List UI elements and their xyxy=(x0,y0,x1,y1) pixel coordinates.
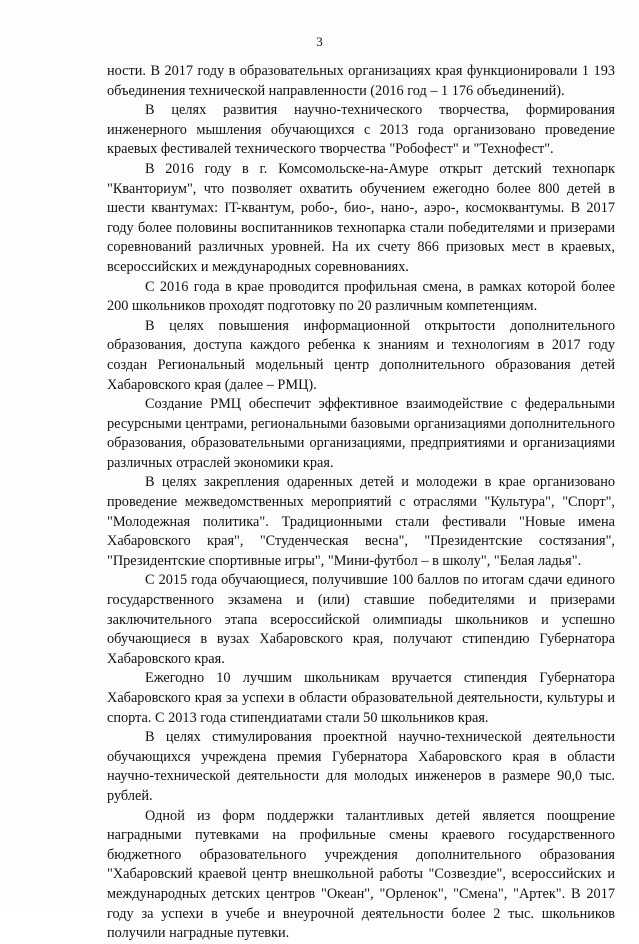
paragraph-profile-shift: С 2016 года в крае проводится профильная смена, в рамках которой более 200 школьников проходят подготовку по 20 различным компетенциям. xyxy=(107,278,615,315)
paragraph-technical-creativity: В целях развития научно-технического творчества, формирования инженерного мышления обучающихся с 2013 года организовано проведение краевых фестивалей технического творчества "Робофест" и "Технофест". xyxy=(107,102,615,158)
paragraph-governor-scholarship-exam: С 2015 года обучающиеся, получившие 100 баллов по итогам сдачи единого государственного экзамена и (или) ставшие победителями и призерами заключительного этапа всероссийской олимпиады школьников и успешно обучающиеся в вузах Хабаровского края, получают стипендию Губернатора Хабаровского края. xyxy=(107,572,615,667)
paragraph-rmc-interaction: Создание РМЦ обеспечит эффективное взаимодействие с федеральными ресурсными центрами, региональными базовыми организациями дополнительного образования, образовательными организациями, предприятиями и организациями различных отраслей экономики края. xyxy=(107,396,615,471)
paragraph-reward-vouchers: Одной из форм поддержки талантливых детей является поощрение наградными путевками на профильные смены краевого государственного бюджетного образовательного учреждения дополнительного образования "Хабаровский краевой центр внешкольной работы "Созвездие", всероссийских и международных детских центров "Океан", "Орленок", "Смена", "Артек". В 2017 году за успехи в учебе и внеурочной деятельности более 2 тыс. школьников получили наградные путевки. xyxy=(107,807,615,942)
document-body xyxy=(107,62,615,944)
paragraph-governor-prize-engineers: В целях стимулирования проектной научно-технической деятельности обучающихся учреждена премия Губернатора Хабаровского края в области научно-технической деятельности для молодых инженеров в размере 90,0 тыс. рублей. xyxy=(107,729,615,804)
paragraph-technopark-kvantorium: В 2016 году в г. Комсомольске-на-Амуре открыт детский технопарк "Кванториум", что позволяет охватить обучением ежегодно более 800 детей в шести квантумах: IT-квантум, робо-, био-, нано-, аэро-, космоквантумы. В 2017 году более половины воспитанников технопарка стали победителями и призерами соревнований различных уровней. На их счету 866 призовых мест в краевых, всероссийских и международных соревнованиях. xyxy=(107,160,615,275)
page-number: 3 xyxy=(316,34,323,49)
paragraph-rmc-created: В целях повышения информационной открытости дополнительного образования, доступа каждого ребенка к знаниям и технологиям в 2017 году создан Региональный модельный центр дополнительного образования детей Хабаровского края (далее – РМЦ). xyxy=(107,317,615,393)
paragraph-interagency-events: В целях закрепления одаренных детей и молодежи в крае организовано проведение межведомственных мероприятий с отраслями "Культура", "Спорт", "Молодежная политика". Традиционными стали фестивали "Новые имена Хабаровского края", "Студенческая весна", "Президентские состязания", "Президентские спортивные игры", "Мини-футбол – в школу", "Белая ладья". xyxy=(107,474,615,569)
paragraph-governor-scholarship-annual: Ежегодно 10 лучшим школьникам вручается стипендия Губернатора Хабаровского края за успехи в области образовательной деятельности, культуры и спорта. С 2013 года стипендиатами стали 50 школьников края. xyxy=(107,670,615,726)
paragraph-continuation: ности. В 2017 году в образовательных организациях края функционировали 1 193 объединения технической направленности (2016 год – 1 176 объединений). xyxy=(107,63,615,99)
